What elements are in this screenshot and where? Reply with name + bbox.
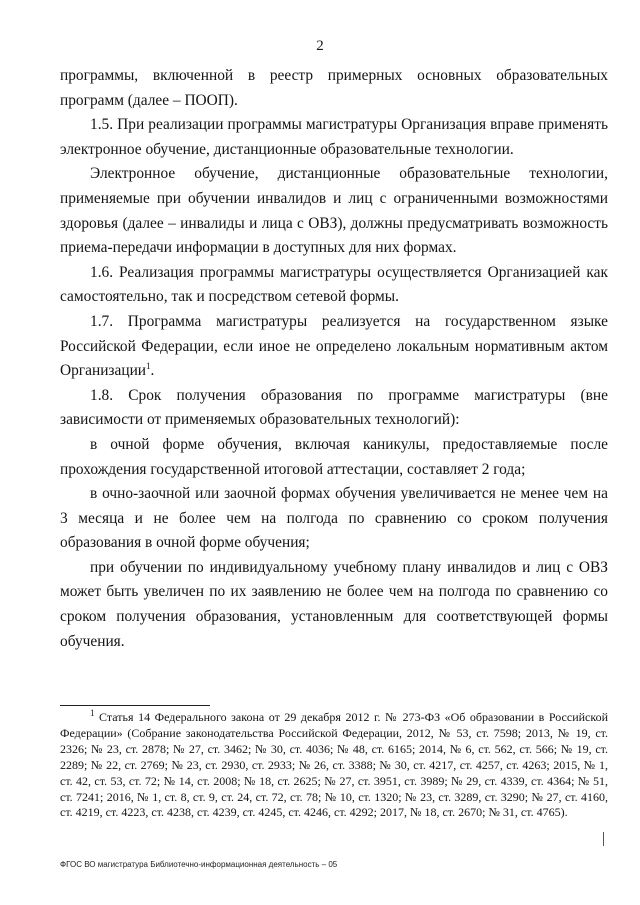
paragraph-1-5: 1.5. При реализации программы магистратуры Организация вправе применять электронное обучение, дистанционные образовательные технологии. [60, 116, 608, 158]
footnote-number: 1 [90, 708, 95, 718]
footnote [60, 710, 608, 821]
paragraph-1-7-period: . [150, 362, 155, 380]
paragraph-1-7 [60, 310, 608, 384]
paragraph-part-time: в очно-заочной или заочной формах обучения увеличивается не менее чем на 3 месяца и не более чем на полгода по сравнению со сроком получения образования в очной форме обучения; [60, 485, 608, 552]
footnote-ref: 1 [146, 361, 151, 371]
page-number: 2 [316, 38, 324, 54]
document-body [60, 64, 608, 654]
paragraph-1-8: 1.8. Срок получения образования по программе магистратуры (вне зависимости от применяемых образовательных технологий): [60, 386, 608, 429]
paragraph-1-7-text: 1.7. Программа магистратуры реализуется на государственном языке Российской Федерации, если иное не определено локальным нормативным актом Организации [60, 312, 608, 380]
paragraph-full-time: в очной форме обучения, включая каникулы, предоставляемые после прохождения государственной итоговой аттестации, составляет 2 года; [60, 435, 608, 478]
footnote-divider [60, 705, 210, 706]
paragraph-intro: программы, включенной в реестр примерных основных образовательных программ (далее – ПООП). [60, 67, 608, 109]
scan-artifact [603, 832, 604, 846]
footnote-text: Статья 14 Федерального закона от 29 декабря 2012 г. № 273-ФЗ «Об образовании в Российской Федерации» (Собрание законодательства Российской Федерации, 2012, № 53, ст. 7598; 2013, № 19, ст. 2326; № 23, ст. 2878; № 27, ст. 3462; № 30, ст. 4036; № 48, ст. 6165; 2014, № 6, ст. 562, ст. 566; № 19, ст. 2289; № 22, ст. 2769; № 23, ст. 2930, ст. 2933; № 26, ст. 3388; № 30, ст. 4217, ст. 4257, ст. 4263; 2015, № 1, ст. 42, ст. 53, ст. 72; № 14, ст. 2008; № 18, ст. 2625; № 27, ст. 3951, ст. 3989; № 29, ст. 4339, ст. 4364; № 51, ст. 7241; 2016, № 1, ст. 8, ст. 9, ст. 24, ст. 72, ст. 78; № 10, ст. 1320; № 23, ст. 3289, ст. 3290; № 27, ст. 4160, ст. 4219, ст. 4223, ст. 4238, ст. 4239, ст. 4245, ст. 4246, ст. 4292; 2017, № 18, ст. 2670; № 31, ст. 4765). [60, 710, 609, 820]
paragraph-individual-plan: при обучении по индивидуальному учебному плану инвалидов и лиц с ОВЗ может быть увеличен по их заявлению не более чем на полгода по сравнению со сроком получения образования, установленным для соответствующей формы обучения. [60, 558, 608, 650]
paragraph-elearning: Электронное обучение, дистанционные образовательные технологии, применяемые при обучении инвалидов и лиц с ограниченными возможностями здоровья (далее – инвалиды и лица с ОВЗ), должны предусматривать возможность приема-передачи информации в доступных для них формах. [60, 165, 608, 257]
page-footer: ФГОС ВО магистратура Библиотечно-информационная деятельность – 05 [60, 860, 338, 869]
paragraph-1-6: 1.6. Реализация программы магистратуры осуществляется Организацией как самостоятельно, так и посредством сетевой формы. [60, 263, 608, 306]
